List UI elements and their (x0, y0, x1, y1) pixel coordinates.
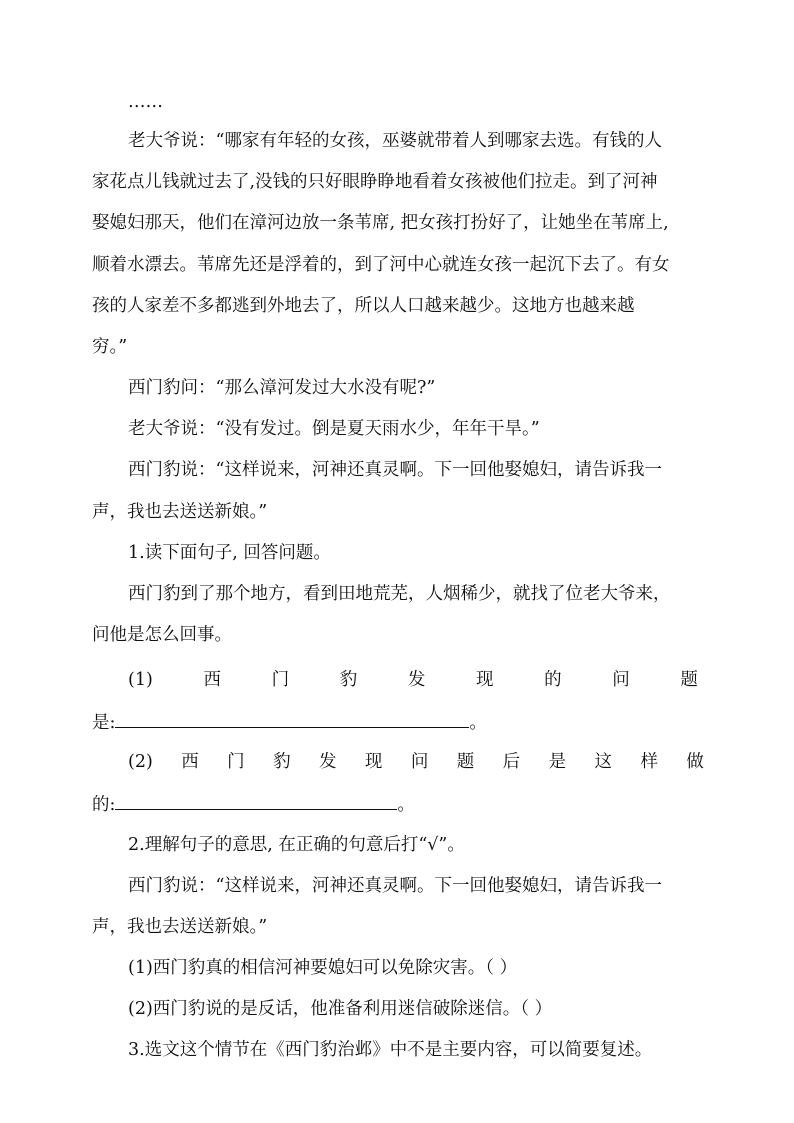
question-2-option-1[interactable]: (1)西门豹真的相信河神要媳妇可以免除灾害。（ ） (128, 958, 518, 978)
spaced-char: 豹 (339, 670, 358, 690)
question-3-title: 3.选文这个情节在《西门豹治邺》中不是主要内容，可以简要复述。 (128, 1040, 653, 1060)
spaced-char: 问 (612, 670, 630, 690)
spaced-char: 是 (548, 752, 567, 772)
spaced-char: 这 (594, 752, 613, 772)
answer-suffix: 。 (469, 713, 487, 733)
spaced-char: 西 (203, 670, 221, 690)
paragraph-line: 娶媳妇那天，他们在漳河边放一条苇席, 把女孩打扮好了，让她坐在苇席上, (92, 213, 669, 233)
paragraph-line: 顺着水漂去。苇席先还是浮着的，到了河中心就连女孩一起沉下去了。有女 (92, 255, 670, 275)
spaced-char: 现 (364, 752, 383, 772)
spaced-char: 题 (680, 670, 698, 690)
ellipsis: …… (128, 92, 163, 112)
spaced-char: 题 (456, 752, 475, 772)
spaced-char: 的 (544, 670, 562, 690)
question-1-text: 问他是怎么回事。 (92, 625, 232, 645)
spaced-char: 做 (686, 752, 704, 772)
spaced-char: 问 (410, 752, 429, 772)
question-2-title: 2.理解句子的意思, 在正确的句意后打“√”。 (128, 835, 465, 855)
spaced-char: 现 (476, 670, 494, 690)
question-1-title: 1.读下面句子, 回答问题。 (128, 543, 331, 563)
answer-prefix: 的: (92, 795, 116, 815)
answer-blank-2[interactable] (115, 793, 397, 810)
spaced-char: 门 (271, 670, 290, 690)
question-1-sub-2-answer (92, 793, 704, 815)
question-2-option-2[interactable]: (2)西门豹说的是反话，他准备利用迷信破除迷信。（ ） (128, 999, 553, 1019)
spaced-char: 后 (502, 752, 521, 772)
spaced-char: 发 (407, 670, 426, 690)
spaced-char: 样 (640, 752, 658, 772)
spaced-char: 发 (318, 752, 337, 772)
question-1-sub-2 (128, 752, 704, 772)
question-1-text: 西门豹到了那个地方，看到田地荒芜，人烟稀少，就找了位老大爷来， (128, 584, 671, 604)
answer-blank-1[interactable] (115, 711, 469, 728)
answer-suffix: 。 (397, 795, 415, 815)
spaced-char: (2) (128, 752, 153, 772)
paragraph-line: 孩的人家差不多都逃到外地去了，所以人口越来越少。这地方也越来越 (92, 296, 635, 316)
question-2-text: 西门豹说：“这样说来，河神还真灵啊。下一回他娶媳妇，请告诉我一 (128, 876, 662, 896)
paragraph-line: 老大爷说：“哪家有年轻的女孩，巫婆就带着人到哪家去选。有钱的人 (128, 131, 662, 151)
spaced-char: (1) (128, 670, 153, 690)
paragraph-line: 家花点儿钱就过去了,没钱的只好眼睁睁地看着女孩被他们拉走。到了河神 (92, 172, 658, 192)
paragraph-line: 西门豹说：“这样说来，河神还真灵啊。下一回他娶媳妇，请告诉我一 (128, 460, 662, 480)
paragraph-line: 西门豹问：“那么漳河发过大水没有呢?” (128, 378, 436, 398)
question-2-text: 声，我也去送送新娘。” (92, 917, 268, 937)
question-1-sub-1-answer (92, 711, 704, 733)
spaced-char: 豹 (273, 752, 291, 772)
question-1-sub-1 (128, 670, 698, 690)
spaced-char: 西 (181, 752, 199, 772)
answer-prefix: 是: (92, 713, 116, 733)
paragraph-line: 声，我也去送送新娘。” (92, 502, 268, 522)
spaced-char: 门 (227, 752, 245, 772)
paragraph-line: 老大爷说：“没有发过。倒是夏天雨水少，年年干旱。” (128, 419, 540, 439)
paragraph-line: 穷。” (92, 337, 128, 357)
